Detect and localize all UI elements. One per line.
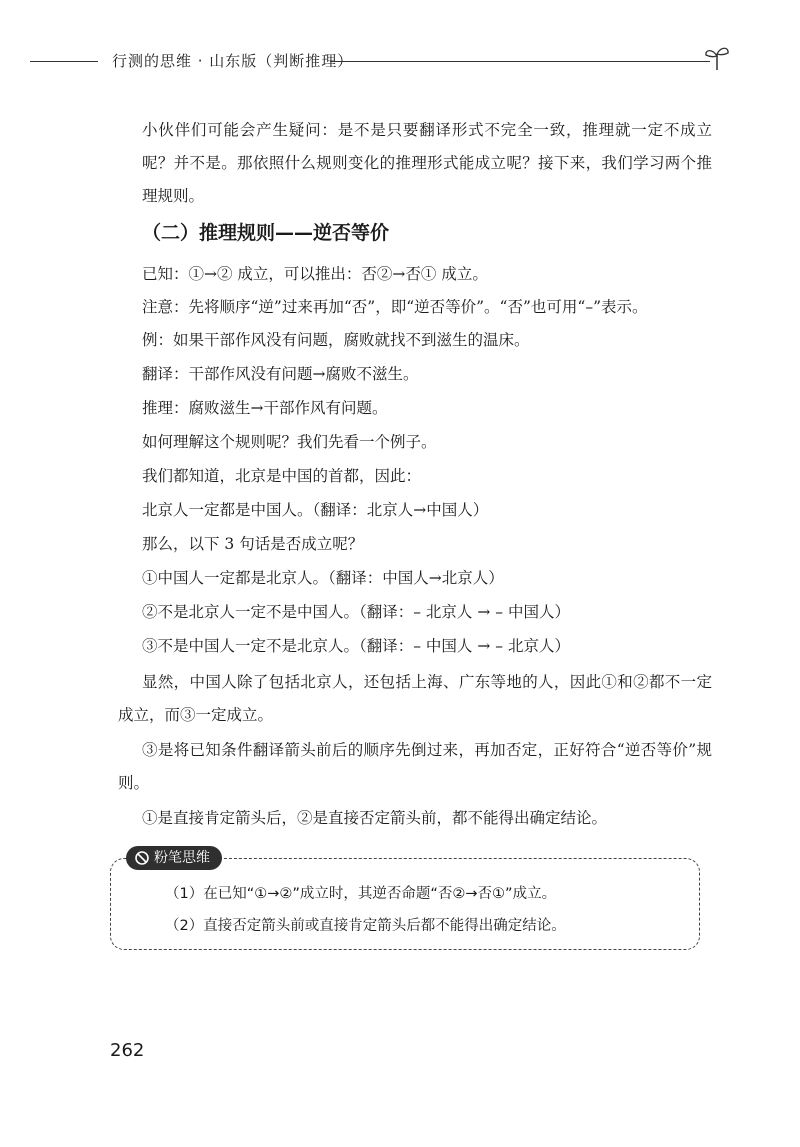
summary-paragraph: ①是直接肯定箭头后，②是直接否定箭头前，都不能得出确定结论。 [142,809,608,827]
rule-note: 注意：先将顺序“逆”过来再加“否”，即“逆否等价”。“否”也可用“–”表示。 [142,298,648,316]
conclusion-paragraph: 显然，中国人除了包括北京人，还包括上海、广东等地的人，因此①和②都不一定成立，而③一定成立。 [118,673,712,724]
header-title: 行测的思维 · 山东版（判断推理） [112,52,354,70]
explanation-paragraph: ③是将已知条件翻译箭头前后的顺序先倒过来，再加否定，正好符合“逆否等价”规则。 [118,741,712,792]
tip-box [110,858,700,950]
no-sign-icon [134,850,150,866]
tip-item-1: （1）在已知“①→②”成立时，其逆否命题“否②→否①”成立。 [165,886,557,902]
inference-line: 推理：腐败滋生→干部作风有问题。 [142,399,388,417]
page-number: 262 [110,1040,145,1061]
statement-2: ②不是北京人一定不是中国人。（翻译：– 北京人 → – 中国人） [142,603,570,621]
premise-statement: 北京人一定都是中国人。（翻译：北京人→中国人） [142,501,489,519]
example-line: 例：如果干部作风没有问题，腐败就找不到滋生的温床。 [142,331,530,349]
tip-tag-label: 粉笔思维 [154,850,210,866]
premise-line: 我们都知道，北京是中国的首都，因此： [142,467,422,485]
tip-item-2: （2）直接否定箭头前或直接肯定箭头后都不能得出确定结论。 [165,918,566,934]
statement-3: ③不是中国人一定不是北京人。（翻译：– 中国人 → – 北京人） [142,637,570,655]
question-line: 如何理解这个规则呢？我们先看一个例子。 [142,433,437,451]
translation-line: 翻译：干部作风没有问题→腐败不滋生。 [142,365,419,383]
sprout-icon [702,42,732,72]
question-line-2: 那么，以下 3 句话是否成立呢？ [142,535,364,553]
statement-1: ①中国人一定都是北京人。（翻译：中国人→北京人） [142,569,504,587]
running-header [30,50,720,74]
header-rule-right [330,61,710,62]
intro-paragraph: 小伙伴们可能会产生疑问：是不是只要翻译形式不完全一致，推理就一定不成立呢？并不是。那依照什么规则变化的推理形式能成立呢？接下来，我们学习两个推理规则。 [142,121,712,205]
rule-statement: 已知：①→② 成立，可以推出：否②→否① 成立。 [142,265,488,283]
header-rule-left [30,61,98,62]
section-heading: （二）推理规则——逆否等价 [142,222,390,244]
tip-tag [126,846,222,870]
